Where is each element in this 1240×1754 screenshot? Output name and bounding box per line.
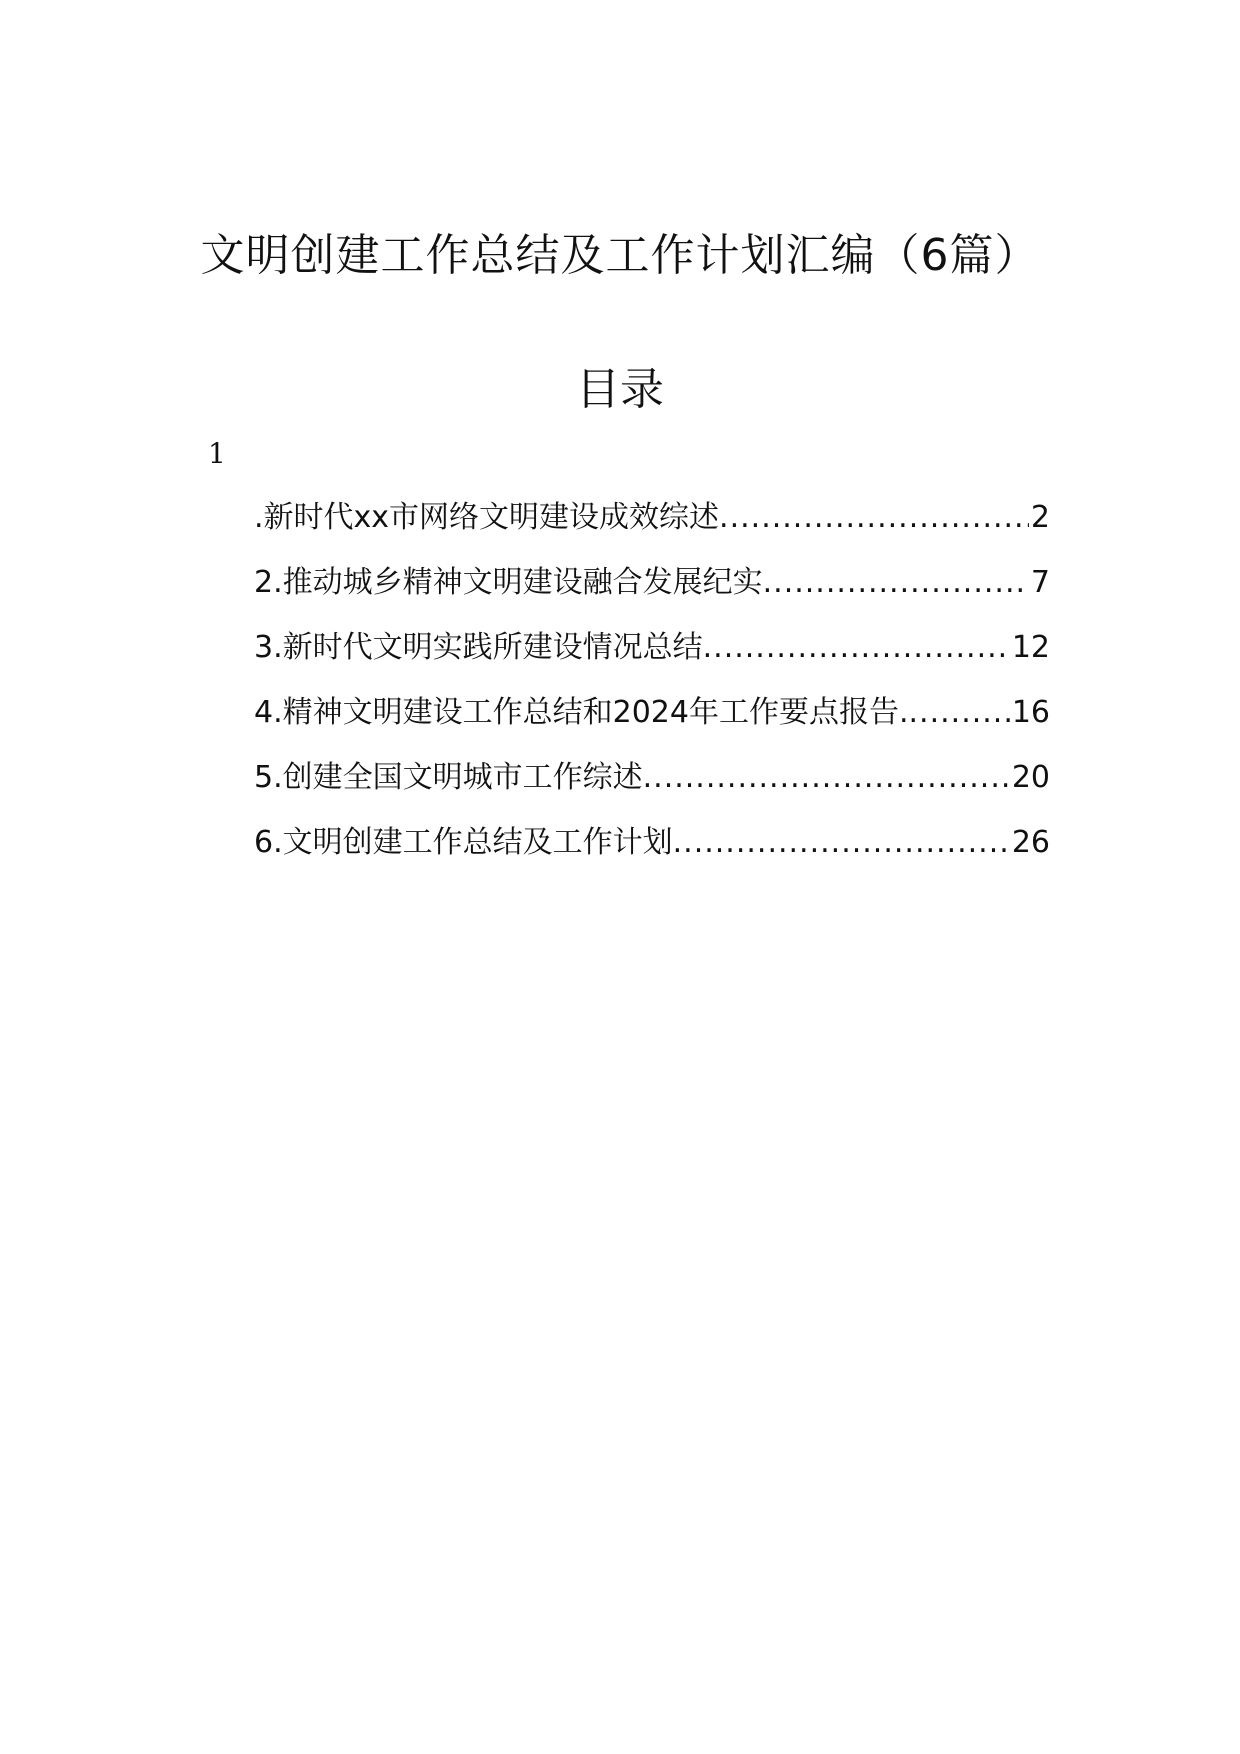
toc-dot-leader	[643, 758, 1010, 798]
toc-dot-leader	[719, 498, 1029, 538]
document-title: 文明创建工作总结及工作计划汇编（6篇）	[200, 230, 1040, 281]
toc-entry-5[interactable]	[254, 758, 1050, 823]
toc-entry-page: 26	[1011, 825, 1050, 860]
table-of-contents	[254, 498, 1050, 888]
toc-entry-3[interactable]	[254, 628, 1050, 693]
toc-dot-leader	[703, 628, 1010, 668]
toc-entry-page: 12	[1011, 630, 1050, 665]
toc-entry-title: 2.推动城乡精神文明建设融合发展纪实	[254, 565, 763, 600]
toc-entry-page: 2	[1030, 500, 1050, 535]
toc-dot-leader	[909, 693, 1010, 733]
toc-entry-title: 4.精神文明建设工作总结和2024年工作要点报告.	[254, 695, 909, 730]
toc-entry-page: 20	[1011, 760, 1050, 795]
toc-entry-4[interactable]	[254, 693, 1050, 758]
toc-heading: 目录	[576, 364, 664, 415]
stray-page-number: 1	[208, 437, 226, 470]
toc-entry-6[interactable]	[254, 823, 1050, 888]
toc-entry-title: 5.创建全国文明城市工作综述	[254, 760, 643, 795]
toc-dot-leader	[763, 563, 1029, 603]
toc-entry-page: 16	[1011, 695, 1050, 730]
toc-entry-page: 7	[1030, 565, 1050, 600]
toc-entry-title: 6.文明创建工作总结及工作计划	[254, 825, 673, 860]
toc-entry-title: .新时代xx市网络文明建设成效综述	[254, 500, 720, 535]
toc-entry-1[interactable]	[254, 498, 1050, 563]
toc-entry-title: 3.新时代文明实践所建设情况总结	[254, 630, 703, 665]
toc-dot-leader	[673, 823, 1010, 863]
toc-entry-2[interactable]	[254, 563, 1050, 628]
